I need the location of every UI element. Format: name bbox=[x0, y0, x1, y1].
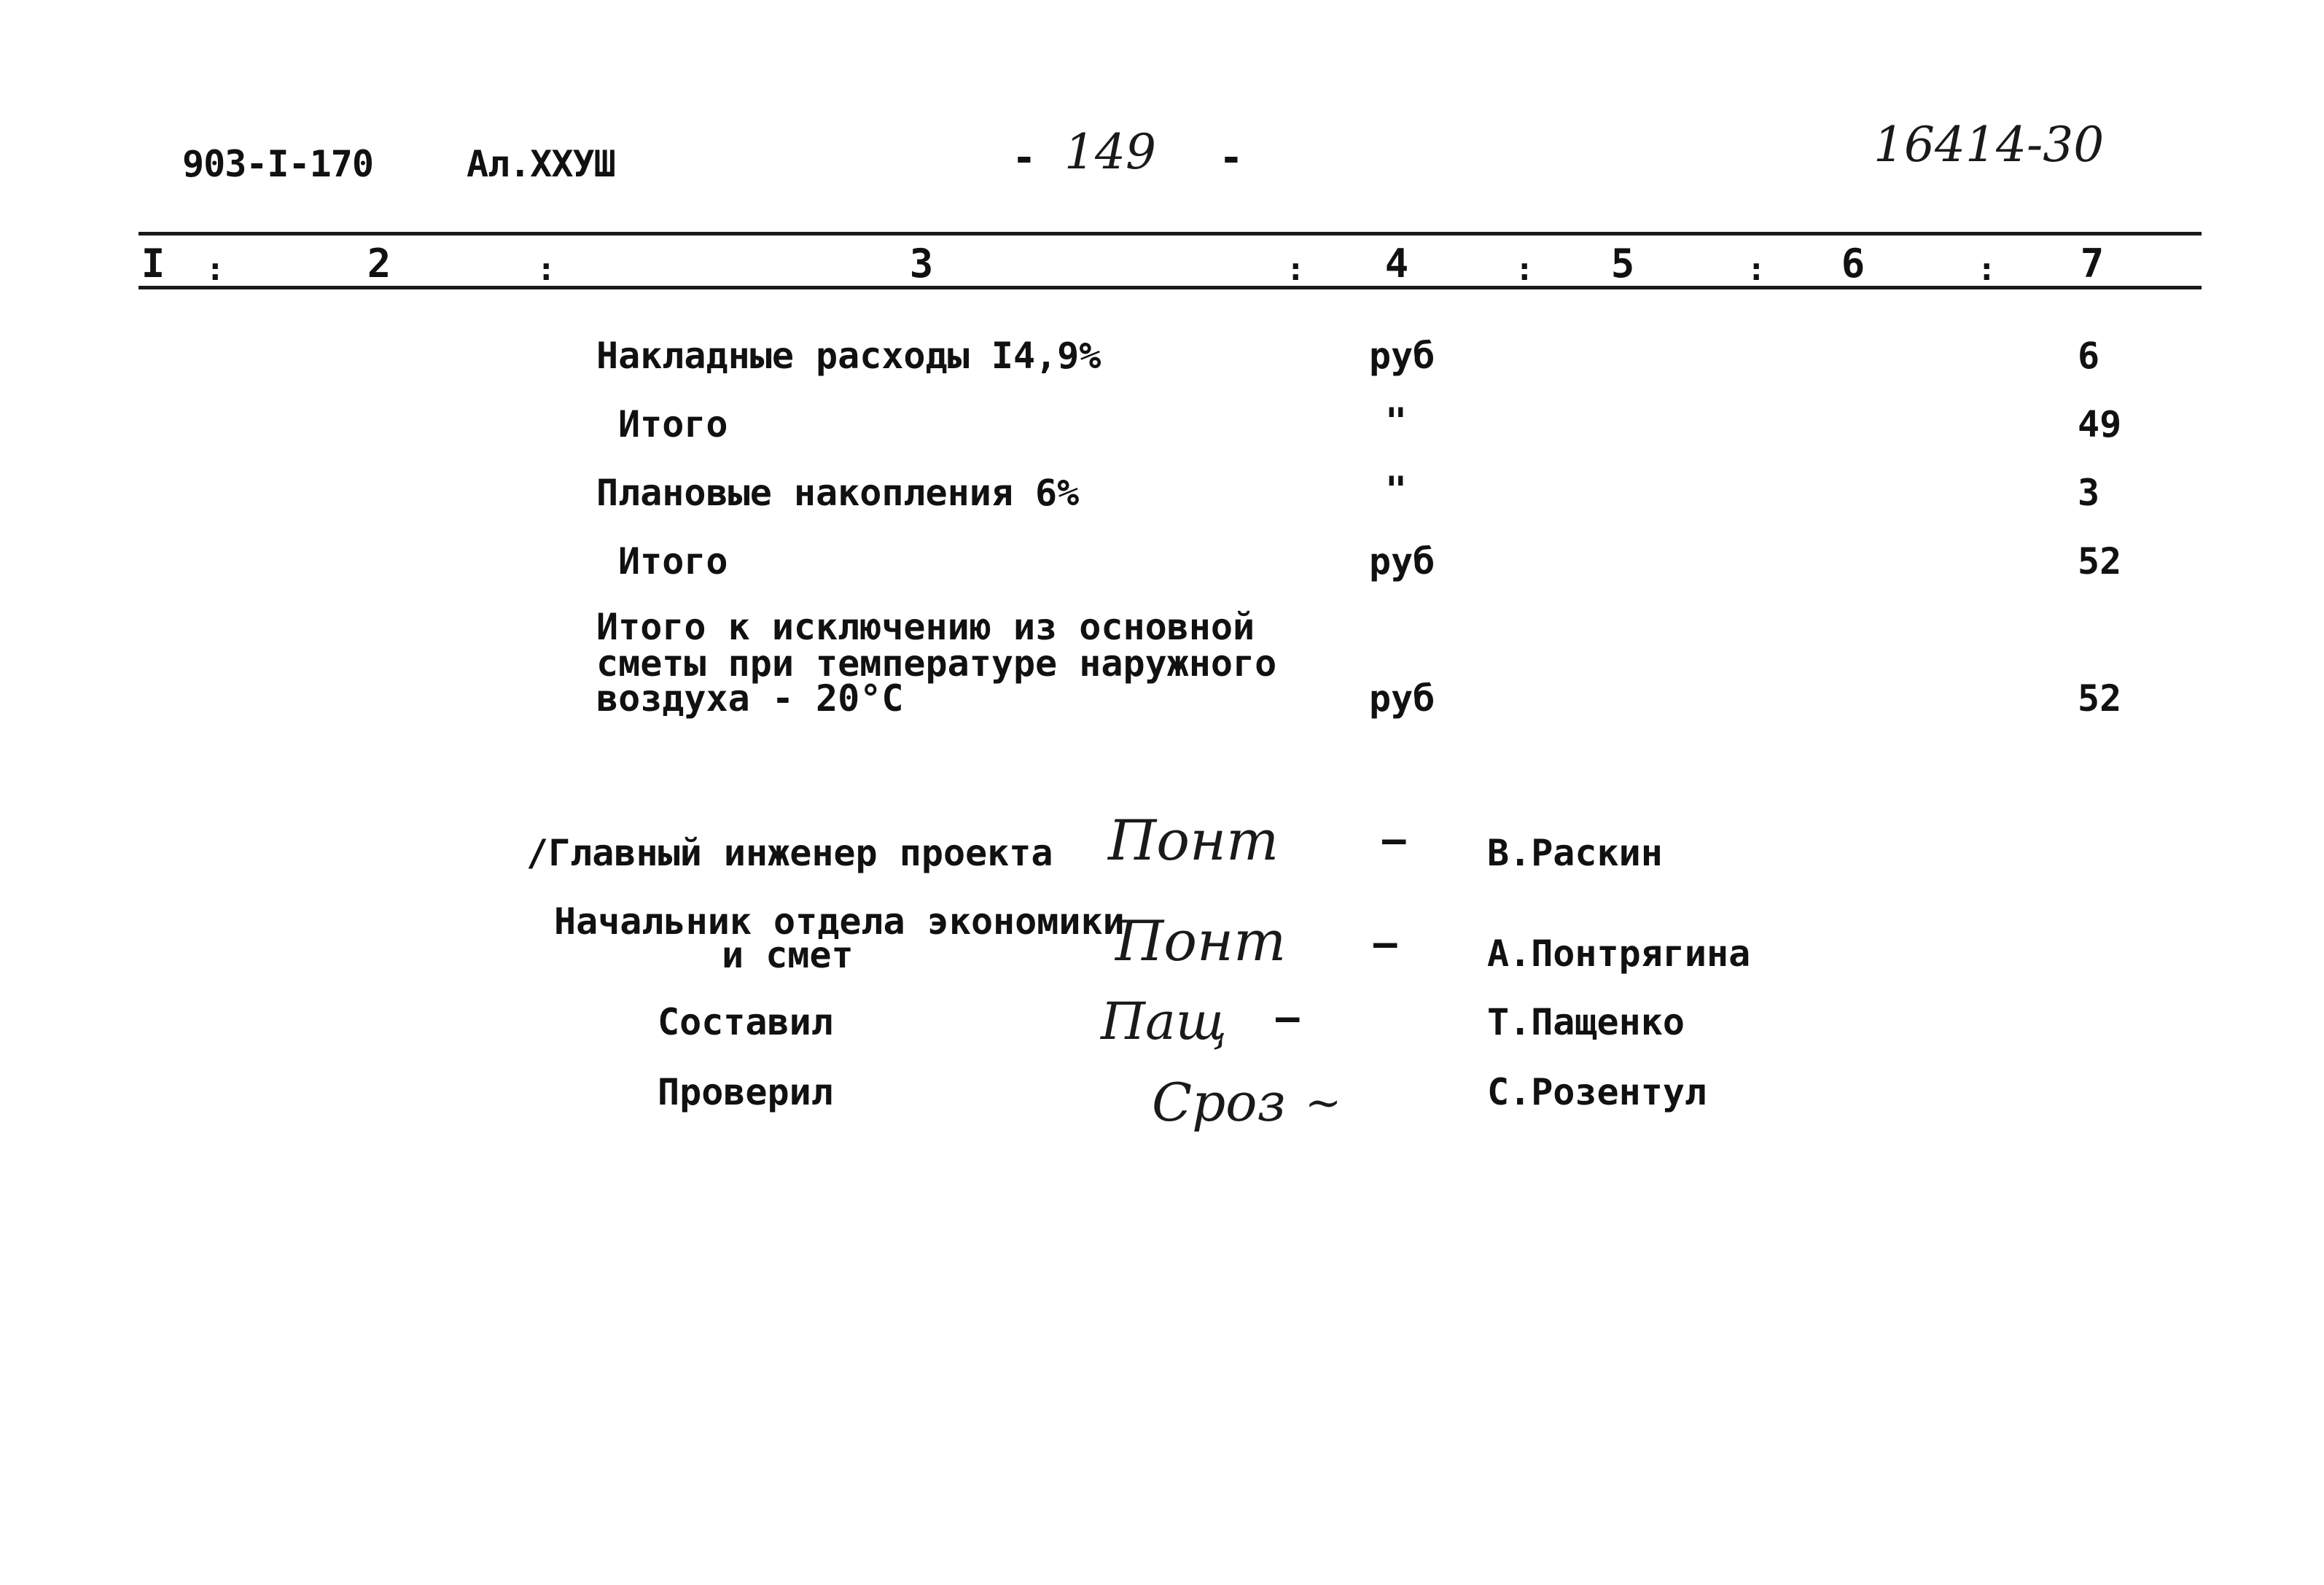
column-number-6: 6 bbox=[1841, 241, 1865, 287]
column-separator: : bbox=[1286, 251, 1306, 288]
row-unit: руб bbox=[1369, 540, 1435, 583]
row-description: Накладные расходы I4,9% bbox=[596, 335, 1101, 377]
registry-number: 16414-30 bbox=[1873, 117, 2105, 173]
handwritten-signature: Понт bbox=[1108, 808, 1279, 873]
signatory-name: В.Раскин bbox=[1487, 832, 1663, 874]
signature-flourish: ~ bbox=[1305, 1078, 1342, 1129]
signature-dash: — bbox=[1276, 994, 1299, 1040]
row-value: 3 bbox=[2078, 472, 2100, 514]
album-label: Ал.XXУШ bbox=[467, 143, 615, 185]
column-separator: : bbox=[206, 251, 225, 288]
signatory-name: А.Понтрягина bbox=[1487, 932, 1751, 975]
signatory-name: Т.Пащенко bbox=[1487, 1001, 1685, 1043]
row-description-line: Итого к исключению из основной bbox=[596, 606, 1255, 648]
column-separator: : bbox=[1977, 251, 1997, 288]
column-number-5: 5 bbox=[1610, 241, 1635, 287]
document-code bbox=[182, 143, 373, 185]
row-description: Итого bbox=[618, 403, 728, 445]
row-value: 52 bbox=[2078, 677, 2122, 720]
signature-position: /Главный инженер проекта bbox=[526, 832, 1053, 874]
row-description: Плановые накопления 6% bbox=[596, 472, 1080, 514]
handwritten-signature: Пащ bbox=[1101, 992, 1227, 1051]
signature-position: Составил bbox=[658, 1001, 833, 1043]
column-number-2: 2 bbox=[367, 241, 391, 287]
header-bottom-rule bbox=[139, 286, 2202, 289]
handwritten-signature: Понт bbox=[1115, 908, 1287, 973]
row-unit: " bbox=[1385, 469, 1408, 511]
row-description-line: сметы при температуре наружного bbox=[596, 642, 1277, 685]
column-number-4: 4 bbox=[1384, 241, 1409, 287]
header-top-rule bbox=[139, 232, 2202, 235]
signature-position-line: и смет bbox=[722, 934, 854, 976]
row-description: Итого bbox=[618, 540, 728, 583]
signature-position: Проверил bbox=[658, 1071, 833, 1113]
signatory-name: С.Розентул bbox=[1487, 1071, 1707, 1113]
row-value: 6 bbox=[2078, 335, 2100, 377]
column-separator: : bbox=[1515, 251, 1535, 288]
row-value: 52 bbox=[2078, 540, 2122, 583]
row-description-line: воздуха - 20°С bbox=[596, 677, 904, 720]
row-unit: руб bbox=[1369, 335, 1435, 377]
document-code-text: 903-I-170 bbox=[182, 143, 373, 185]
signature-dash: — bbox=[1382, 817, 1405, 862]
signature-dash: — bbox=[1373, 920, 1397, 966]
row-unit: руб bbox=[1369, 677, 1435, 720]
page-dash-left: - bbox=[1012, 134, 1036, 182]
column-number-7: 7 bbox=[2080, 241, 2105, 287]
row-value: 49 bbox=[2078, 403, 2122, 445]
page-dash-right: - bbox=[1219, 134, 1243, 182]
row-unit: " bbox=[1385, 400, 1408, 443]
column-separator: : bbox=[537, 251, 556, 288]
handwritten-signature: Сроз bbox=[1152, 1072, 1286, 1133]
column-number-1: I bbox=[141, 241, 165, 287]
signature-position-line: Начальник отдела экономики bbox=[554, 900, 1125, 943]
column-number-3: 3 bbox=[909, 241, 934, 287]
column-separator: : bbox=[1747, 251, 1766, 288]
page-number: 149 bbox=[1064, 124, 1156, 180]
